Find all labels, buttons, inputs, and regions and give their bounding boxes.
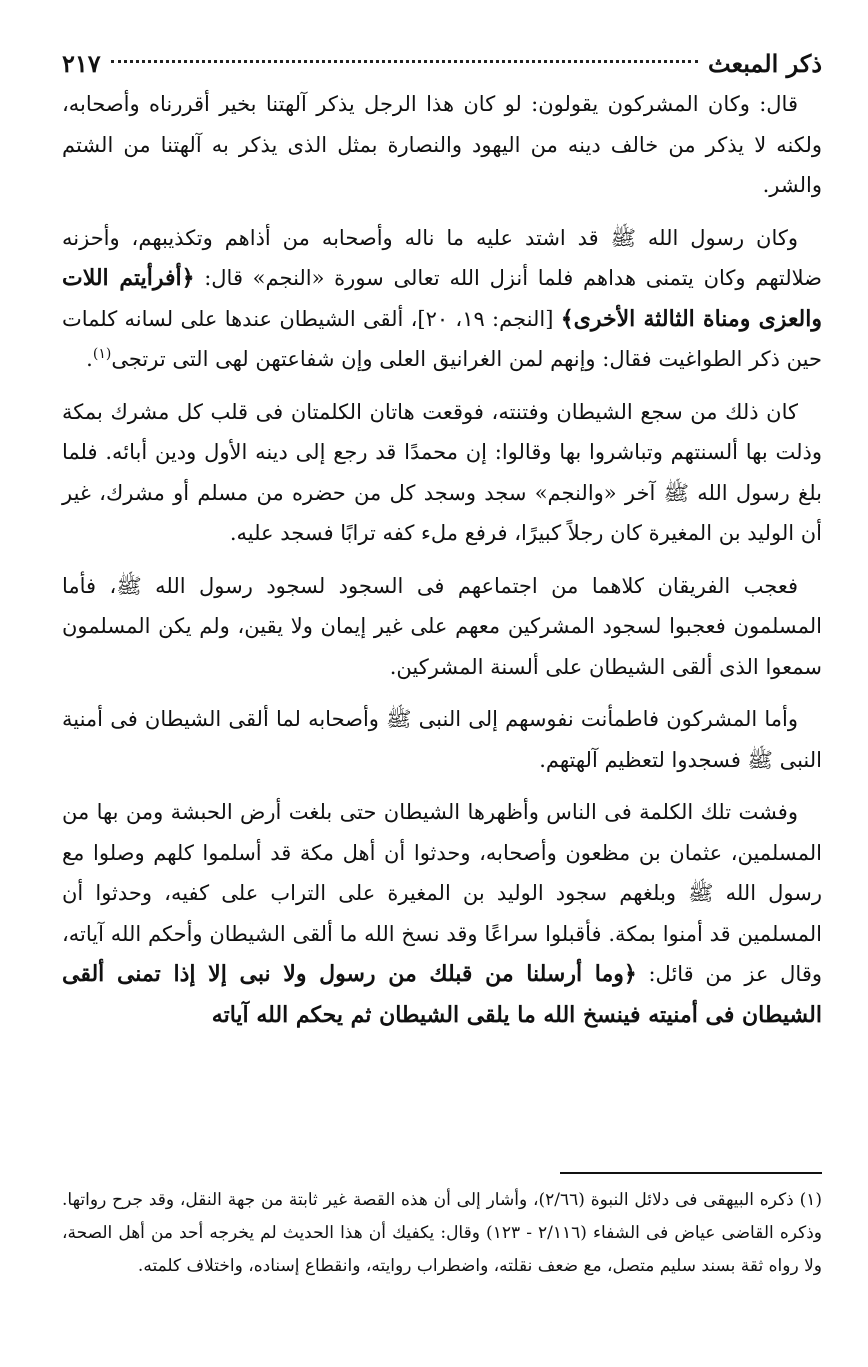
- footnote-1: (١) ذكره البيهقى فى دلائل النبوة (٢/٦٦)، وأشار إلى أن هذه القصة غير ثابتة من جهة النقل، وقد جرح رواتها. وذكره القاضى عياض فى الشفاء (٢/١١٦ - ١٢٣) وقال: يكفيك أن هذا الحديث لم يخرجه أحد من أهل الصحة، ولا رواه ثقة بسند سليم متصل، مع ضعف نقلته، واضطراب روايته، وانقطاع إسناده، واختلاف كلمته.: [62, 1190, 822, 1276]
- paragraph-4: فعجب الفريقان كلاهما من اجتماعهم فى السجود لسجود رسول الله ﷺ، فأما المسلمون فعجبوا لسجود المشركين معهم على غير إيمان ولا يقين، ولم يكن المسلمون سمعوا الذى ألقى الشيطان على ألسنة المشركين.: [62, 573, 822, 679]
- quran-verse-najm: ﴿أفرأيتم اللات والعزى ومناة الثالثة الأخرى﴾: [62, 265, 822, 332]
- paragraph-2: [62, 218, 822, 380]
- paragraph-1: قال: وكان المشركون يقولون: لو كان هذا الرجل يذكر آلهتنا بخير أقررناه وأصحابه، ولكنه لا يذكر من خالف دينه من اليهود والنصارة بمثل الذى يذكر به آلهتنا من الشتم والشر.: [62, 92, 822, 197]
- running-header: [62, 44, 822, 84]
- main-text: [62, 84, 822, 1035]
- page-number: ٢١٧: [62, 49, 101, 78]
- footnote-reference-1[interactable]: (١): [92, 346, 112, 362]
- chapter-title: ذكر المبعث: [708, 49, 822, 78]
- footnotes: [62, 1184, 822, 1283]
- book-page: [62, 44, 822, 1347]
- paragraph-2-end: .: [86, 347, 93, 371]
- paragraph-6-text: وفشت تلك الكلمة فى الناس وأظهرها الشيطان حتى بلغت أرض الحبشة ومن بها من المسلمين، عثمان بن مظعون وأصحابه، وحدثوا أن أهل مكة قد أسلموا كلهم وصلوا مع رسول الله ﷺ وبلغهم سجود الوليد بن المغيرة على التراب على كفيه، وحدثوا أن المسلمين قد أمنوا بمكة. فأقبلوا سراعًا وقد نسخ الله ما ألقى الشيطان وأحكم الله آياته، وقال عز من قائل:: [62, 800, 822, 986]
- paragraph-5: وأما المشركون فاطمأنت نفوسهم إلى النبى ﷺ وأصحابه لما ألقى الشيطان فى أمنية النبى ﷺ فسجدوا لتعظيم آلهتهم.: [62, 707, 822, 772]
- paragraph-6: [62, 792, 822, 1035]
- quran-verse-hajj: ﴿وما أرسلنا من قبلك من رسول ولا نبى إلا إذا تمنى ألقى الشيطان فى أمنيته فينسخ الله ما يلقى الشيطان ثم يحكم الله آياته: [62, 961, 822, 1028]
- footnote-separator: [560, 1172, 822, 1174]
- paragraph-2-text-a: وكان رسول الله ﷺ قد اشتد عليه ما ناله وأصحابه من أذاهم وتكذيبهم، وأحزنه ضلالتهم وكان يتمنى هداهم فلما أنزل الله تعالى سورة «النجم» قال:: [62, 225, 822, 290]
- dotted-leader: [111, 60, 698, 63]
- paragraph-3: كان ذلك من سجع الشيطان وفتنته، فوقعت هاتان الكلمتان فى قلب كل مشرك بمكة وذلت بها ألسنتهم وتباشروا بها وقالوا: إن محمدًا قد رجع إلى دينه الأول ودين أبائه. فلما بلغ رسول الله ﷺ آخر «والنجم» سجد وسجد كل من حضره من مسلم أو مشرك، غير أن الوليد بن المغيرة كان رجلاً كبيرًا، فرفع ملء كفه ترابًا فسجد عليه.: [62, 399, 822, 545]
- paragraph-2-text-b: [النجم: ١٩، ٢٠]، ألقى الشيطان عندها على لسانه كلمات حين ذكر الطواغيت فقال: وإنهم لمن الغرانيق العلى وإن شفاعتهن لهى التى ترتجى: [62, 306, 822, 371]
